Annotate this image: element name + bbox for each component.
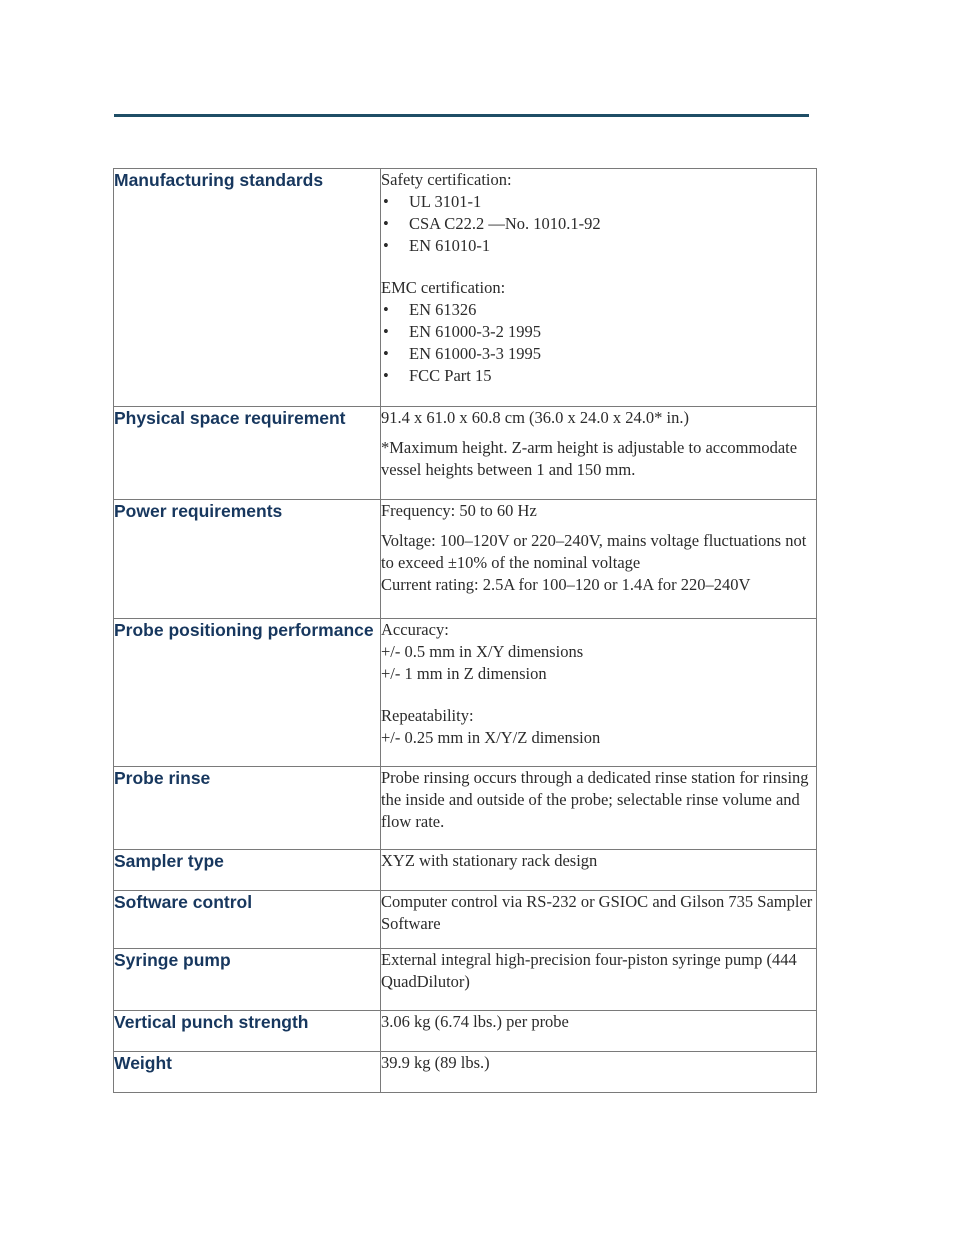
table-row — [114, 949, 817, 1011]
height-note: *Maximum height. Z-arm height is adjustable to accommodate vessel heights between 1 and 150 mm. — [381, 438, 798, 479]
row-value: Computer control via RS-232 or GSIOC and Gilson 735 Sampler Software — [381, 891, 817, 949]
table-row — [114, 500, 817, 619]
table-row — [114, 1052, 817, 1093]
row-value: External integral high-precision four-piston syringe pump (444 QuadDilutor) — [381, 949, 817, 1011]
row-label: Weight — [114, 1052, 381, 1093]
list-item: • EN 61000-3-2 1995 — [381, 321, 816, 343]
repeatability-heading: Repeatability: — [381, 706, 474, 725]
row-label: Vertical punch strength — [114, 1011, 381, 1052]
row-label: Probe rinse — [114, 767, 381, 850]
frequency-text: Frequency: 50 to 60 Hz — [381, 501, 537, 520]
list-item: • CSA C22.2 —No. 1010.1-92 — [381, 213, 816, 235]
row-label: Probe positioning performance — [114, 619, 381, 767]
table-row — [114, 891, 817, 949]
table-row — [114, 619, 817, 767]
table-row — [114, 169, 817, 407]
repeatability-xyz: +/- 0.25 mm in X/Y/Z dimension — [381, 728, 601, 747]
row-label: Software control — [114, 891, 381, 949]
emc-heading: EMC certification: — [381, 278, 506, 297]
voltage-text: Voltage: 100–120V or 220–240V, mains voltage fluctuations not to exceed ±10% of the nominal voltage — [381, 531, 807, 572]
current-text: Current rating: 2.5A for 100–120 or 1.4A for 220–240V — [381, 575, 751, 594]
list-item: • EN 61326 — [381, 299, 816, 321]
emc-list — [381, 299, 816, 387]
row-value: 39.9 kg (89 lbs.) — [381, 1052, 817, 1093]
specifications-table — [113, 168, 817, 1093]
table-row — [114, 850, 817, 891]
row-value: Probe rinsing occurs through a dedicated rinse station for rinsing the inside and outside of the probe; selectable rinse volume and flow rate. — [381, 767, 817, 850]
accuracy-heading: Accuracy: — [381, 620, 449, 639]
table-row — [114, 767, 817, 850]
row-label: Sampler type — [114, 850, 381, 891]
header-rule — [114, 114, 809, 117]
row-value — [381, 619, 817, 767]
safety-list — [381, 191, 816, 257]
row-value — [381, 500, 817, 619]
row-label: Power requirements — [114, 500, 381, 619]
list-item: • FCC Part 15 — [381, 365, 816, 387]
accuracy-xy: +/- 0.5 mm in X/Y dimensions — [381, 642, 584, 661]
row-value: XYZ with stationary rack design — [381, 850, 817, 891]
row-label: Manufacturing standards — [114, 169, 381, 407]
list-item: • EN 61010-1 — [381, 235, 816, 257]
row-value — [381, 407, 817, 500]
list-item: • UL 3101-1 — [381, 191, 816, 213]
row-label: Physical space requirement — [114, 407, 381, 500]
row-value: 3.06 kg (6.74 lbs.) per probe — [381, 1011, 817, 1052]
table-row — [114, 407, 817, 500]
row-value — [381, 169, 817, 407]
safety-heading: Safety certification: — [381, 170, 512, 189]
accuracy-z: +/- 1 mm in Z dimension — [381, 664, 547, 683]
dimensions-text: 91.4 x 61.0 x 60.8 cm (36.0 x 24.0 x 24.0* in.) — [381, 408, 689, 427]
list-item: • EN 61000-3-3 1995 — [381, 343, 816, 365]
table-row — [114, 1011, 817, 1052]
row-label: Syringe pump — [114, 949, 381, 1011]
